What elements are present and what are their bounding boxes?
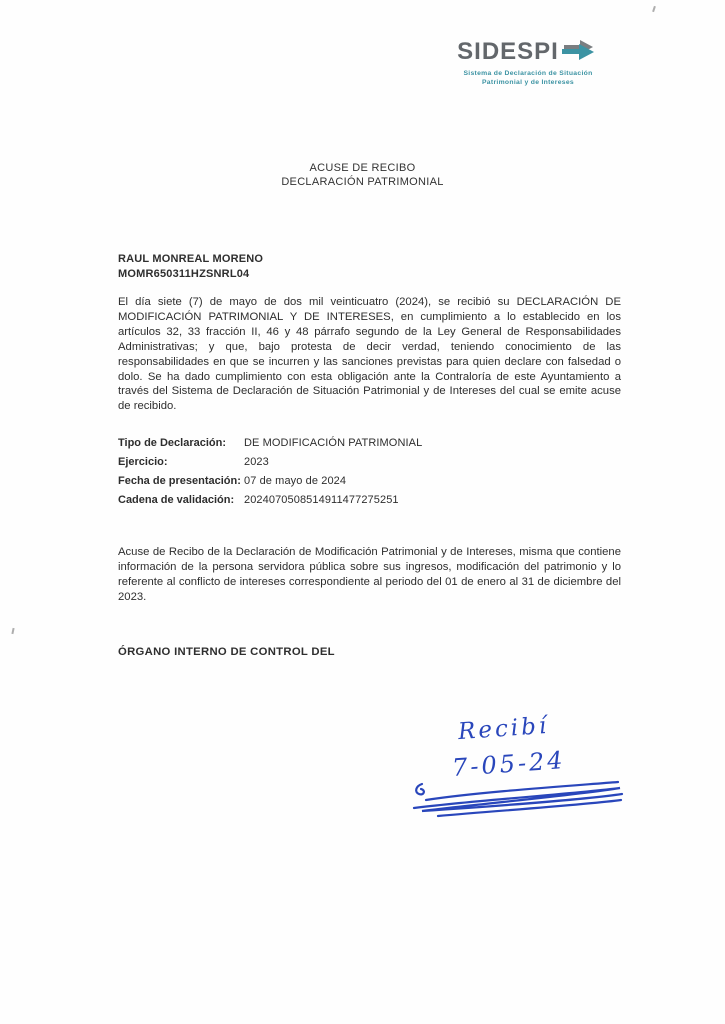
scan-artifact <box>652 6 656 12</box>
field-label-fecha: Fecha de presentación: <box>118 475 241 487</box>
recipient-id: MOMR650311HZSNRL04 <box>118 267 250 280</box>
document-title-line1: ACUSE DE RECIBO <box>309 162 416 174</box>
logo-tagline <box>463 69 592 87</box>
field-value-tipo: DE MODIFICACIÓN PATRIMONIAL <box>244 437 423 449</box>
field-label-cadena: Cadena de validación: <box>118 494 235 506</box>
document-title <box>0 162 725 189</box>
body-paragraph: El día siete (7) de mayo de dos mil veinticuatro (2024), se recibió su DECLARACIÓN DE MODIFICACIÓN PATRIMONIAL Y DE INTERESES, en cumplimiento a lo establecido en los artículos 32, 33 fracción II, 46 y 48 párrafo segundo de la Ley General de Responsabilidades Administrativas; y que, bajo protesta de decir verdad, teniendo conocimiento de las responsabilidades en que se incurren y las sanciones previstas para quien declare con falsedad o dolo. Se ha dado cumplimiento con esta obligación ante la Contraloría de este Ayuntamiento a través del Sistema de Declaración de Situación Patrimonial y de Intereses del cual se emite acuse de recibido. <box>118 296 621 413</box>
closing-paragraph: Acuse de Recibo de la Declaración de Modificación Patrimonial y de Intereses, misma que contiene información de la persona servidora pública sobre sus ingresos, modificación del patrimonio y lo referente al conflicto de intereses correspondiente al periodo del 01 de enero al 31 de diciembre del 2023. <box>118 546 621 603</box>
scan-artifact <box>11 628 14 634</box>
field-value-cadena: 2024070508514911477275251 <box>244 494 399 506</box>
issuer-heading: ÓRGANO INTERNO DE CONTROL DEL <box>118 646 335 658</box>
logo-arrow-icon <box>561 36 599 67</box>
document-title-line2: DECLARACIÓN PATRIMONIAL <box>281 175 444 188</box>
field-value-ejercicio: 2023 <box>244 456 269 468</box>
sidespi-logo <box>442 36 614 87</box>
declaration-fields <box>118 436 621 507</box>
field-value-fecha: 07 de mayo de 2024 <box>244 475 347 487</box>
field-label-ejercicio: Ejercicio: <box>118 456 168 468</box>
field-label-tipo: Tipo de Declaración: <box>118 437 226 449</box>
handwritten-recibi: Recibí <box>457 712 551 746</box>
handwritten-date: 7-05-24 <box>451 746 567 782</box>
logo-tagline-line2: Patrimonial y de Intereses <box>481 79 575 86</box>
logo-tagline-line1: Sistema de Declaración de Situación <box>463 70 593 77</box>
recipient-name: RAUL MONREAL MORENO <box>118 253 264 265</box>
signature-scribble <box>408 778 626 833</box>
recipient-block <box>118 252 263 281</box>
logo-wordmark: SIDESPI <box>457 37 559 65</box>
